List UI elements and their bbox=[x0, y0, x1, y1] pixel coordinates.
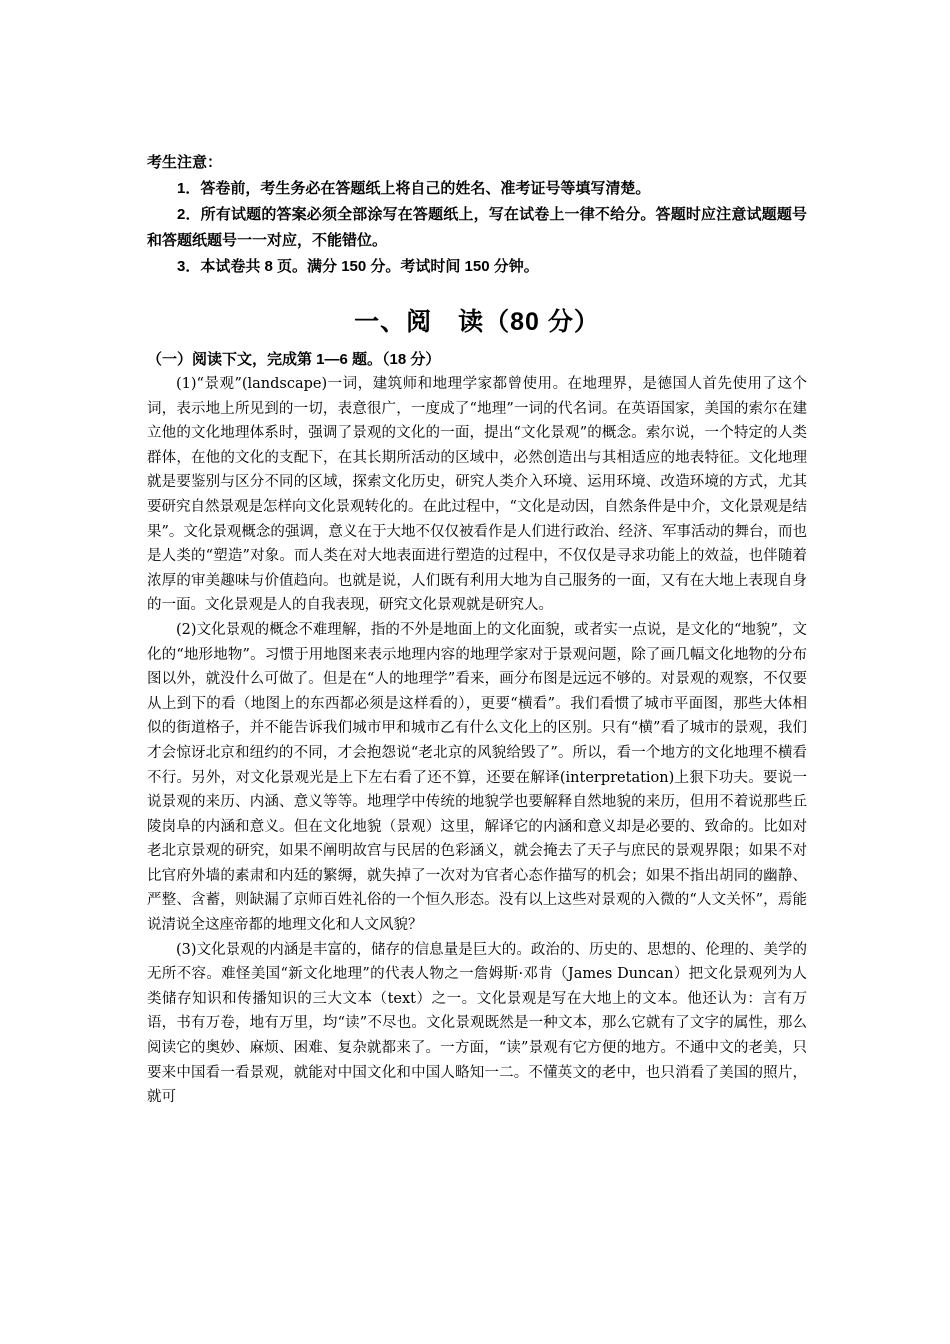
notice-item-2: 2．所有试题的答案必须全部涂写在答题纸上，写在试卷上一律不给分。答题时应注意试题题号和答题纸题号一一对应，不能错位。 bbox=[147, 206, 807, 249]
passage-paragraph-2: (2)文化景观的概念不难理解，指的不外是地面上的文化面貌，或者实一点说，是文化的“地貌”，文化的“地形地物”。习惯于用地图来表示地理内容的地理学家对于景观问题，除了画几幅文化地物的分布图以外，就没什么可做了。但是在“人的地理学”看来，画分布图是远远不够的。对景观的观察，不仅要从上到下的看（地图上的东西都必须是这样看的），更要“横看”。我们看惯了城市平面图，那些大体相似的街道格子，并不能告诉我们城市甲和城市乙有什么文化上的区别。只有“横”看了城市的景观，我们才会惊讶北京和纽约的不同，才会抱怨说“老北京的风貌给毁了”。所以，看一个地方的文化地理不横看不行。另外，对文化景观光是上下左右看了还不算，还要在解译(interpretation)上狠下功夫。要说一说景观的来历、内涵、意义等等。地理学中传统的地貌学也要解释自然地貌的来历，但用不着说那些丘陵岗阜的内涵和意义。但在文化地貌（景观）这里，解译它的内涵和意义却是必要的、致命的。比如对老北京景观的研究，如果不阐明故宫与民居的色彩涵义，就会掩去了天子与庶民的景观界限；如果不对比官府外墙的素肃和内廷的繁缛，就失掉了一次对为官者心态作描写的机会；如果不指出胡同的幽静、严整、含蓄，则缺漏了京师百姓礼俗的一个恒久形态。没有以上这些对景观的入微的“人文关怀”，焉能说清说全这座帝都的地理文化和人文风貌？ bbox=[147, 621, 807, 934]
notice-title: 考生注意： bbox=[147, 154, 223, 171]
notice-item-1: 1．答卷前，考生务必在答题纸上将自己的姓名、准考证号等填写清楚。 bbox=[177, 180, 651, 197]
exam-page bbox=[147, 140, 807, 1110]
section-title: 一、阅 读（80 分） bbox=[354, 308, 600, 336]
notice-item-3: 3．本试卷共 8 页。满分 150 分。考试时间 150 分钟。 bbox=[177, 258, 539, 275]
passage-paragraph-1: (1)“景观”(landscape)一词，建筑师和地理学家都曾使用。在地理界，是德国人首先使用了这个词，表示地上所见到的一切，表意很广，一度成了“地理”一词的代名词。在英语国家，美国的索尔在建立他的文化地理体系时，强调了景观的文化的一面，提出“文化景观”的概念。索尔说，一个特定的人类群体，在他的文化的支配下，在其长期所活动的区域中，必然创造出与其相适应的地表特征。文化地理就是要鉴别与区分不同的区域，探索文化历史，研究人类介入环境、运用环境、改造环境的方式，尤其要研究自然景观是怎样向文化景观转化的。在此过程中，“文化是动因，自然条件是中介，文化景观是结果”。文化景观概念的强调，意义在于大地不仅仅被看作是人们进行政治、经济、军事活动的舞台，而也是人类的“塑造”对象。而人类在对大地表面进行塑造的过程中，不仅仅是寻求功能上的效益，也伴随着浓厚的审美趣味与价值趋向。也就是说，人们既有利用大地为自己服务的一面，又有在大地上表现自身的一面。文化景观是人的自我表现，研究文化景观就是研究人。 bbox=[147, 376, 807, 614]
passage-paragraph-3: (3)文化景观的内涵是丰富的，储存的信息量是巨大的。政治的、历史的、思想的、伦理的、美学的无所不容。难怪美国“新文化地理”的代表人物之一詹姆斯·邓肯（James Duncan）把文化景观列为人类储存知识和传播知识的三大文本（text）之一。文化景观是写在大地上的文本。他还认为：言有万语，书有万卷，地有万里，均“读”不尽也。文化景观既然是一种文本，那么它就有了文字的属性，那么阅读它的奥妙、麻烦、困难、复杂就都来了。一方面，“读”景观有它方便的地方。不通中文的老美，只要来中国看一看景观，就能对中国文化和中国人略知一二。不懂英文的老中，也只消看了美国的照片，就可 bbox=[147, 941, 807, 1106]
section-subtitle: （一）阅读下文，完成第 1—6 题。（18 分） bbox=[147, 351, 441, 368]
